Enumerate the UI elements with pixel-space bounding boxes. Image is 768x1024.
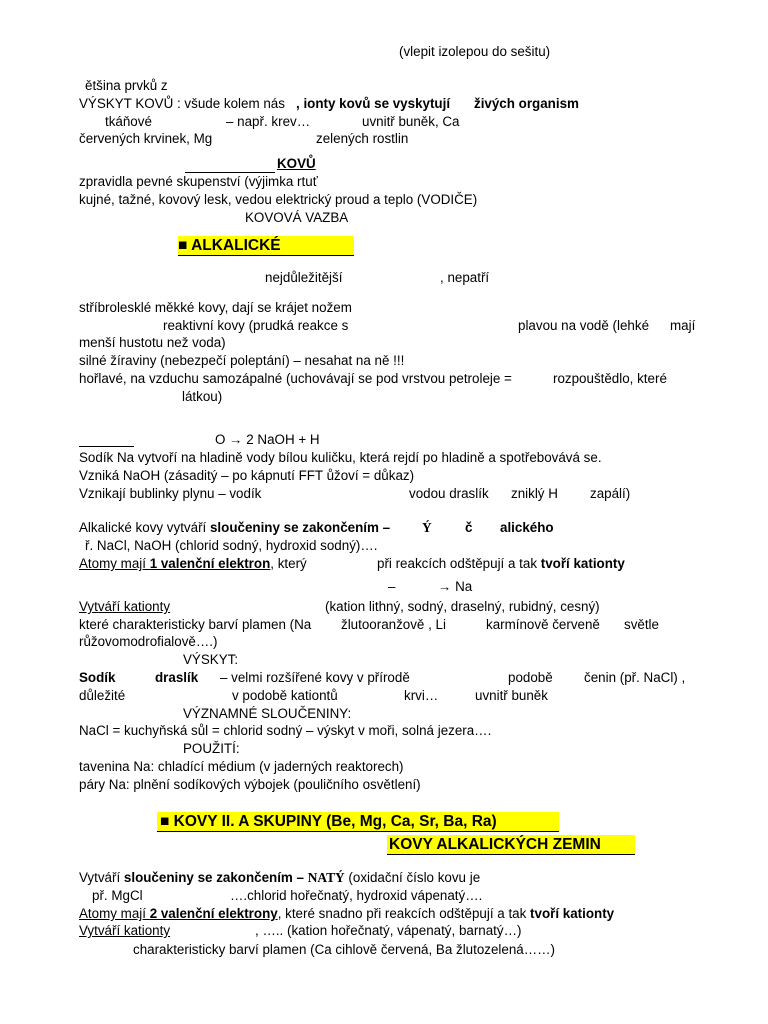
intro-tissue: tkáňové <box>105 114 152 129</box>
compounds-line-2: ř. NaCl, NaOH (chlorid sodný, hydroxid sodný)…. <box>85 538 378 553</box>
intro-green-plants: zelených rostlin <box>316 131 409 146</box>
occurrence-widespread: – velmi rozšířené kovy v přírodě <box>220 670 410 685</box>
occurrence-label: VÝSKYT KOVŮ : všude kolem nás <box>79 96 285 111</box>
alkali-float: plavou na vodě (lehké <box>518 318 650 333</box>
intro-blood: – např. krev… <box>226 114 311 129</box>
group2-heading: ■ KOVY II. A SKUPINY (Be, Mg, Ca, Sr, Ba, Ra) <box>160 813 497 830</box>
use-line-2: páry Na: plnění sodíkových výbojek (pouličního osvětlení) <box>79 777 421 792</box>
group2-line-3: Atomy mají 2 valenční elektrony, které snadno při reakcích odštěpují a tak tvoří kationty <box>79 906 615 921</box>
reaction-line-2: Vzniká NaOH (zásaditý – po kápnutí FFT ůžoví = důkaz) <box>79 468 415 483</box>
alkali-line-7: látkou) <box>182 389 223 404</box>
alkali-line-6: hořlavé, na vzduchu samozápalné (uchovávají se pod vrstvou petroleje = <box>79 371 512 386</box>
reaction-equation: O → 2 NaOH + H <box>215 432 320 447</box>
intro-cells: uvnitř buněk, Ca <box>362 114 460 129</box>
compounds-flame-light: světle <box>624 617 659 632</box>
reaction-potassium: vodou draslík <box>409 486 489 501</box>
compounds-flame-na: žlutooranžově , Li <box>341 617 446 632</box>
use-line-1: tavenina Na: chladící médium (v jaderných reaktorech) <box>79 759 404 774</box>
compounds-dash: – <box>388 579 396 594</box>
occurrence-sodium: Sodík <box>79 670 116 685</box>
occurrence-title: VÝSKYT: <box>183 652 239 667</box>
important-nacl: NaCl = kuchyňská sůl = chlorid sodný – výskyt v moři, solná jezera…. <box>79 723 492 738</box>
header-note: (vlepit izolepou do sešitu) <box>399 44 551 59</box>
group2-example: př. MgCl <box>92 888 143 903</box>
ions-text: , ionty kovů se vyskytují <box>296 96 451 111</box>
compounds-line-1: Alkalické kovy vytváří sloučeniny se zakončením – <box>79 520 391 535</box>
reaction-hydrogen: zniklý H <box>511 486 558 501</box>
alkali-have: mají <box>670 318 696 333</box>
compounds-flame: které charakteristicky barví plamen (Na <box>79 617 312 632</box>
occurrence-important: důležité <box>79 688 126 703</box>
alkali-reactive: reaktivní kovy (prudká reakce s <box>163 318 349 333</box>
intro-red-cells: červených krvinek, Mg <box>79 131 213 146</box>
group2-cations-label: Vytváří kationty <box>79 923 171 938</box>
occurrence-minerals: čenin (př. NaCl) , <box>584 670 686 685</box>
group2-line-1: Vytváří sloučeniny se zakončením – NATÝ (oxidační číslo kovu je <box>79 870 481 885</box>
living-organisms-text: živých organism <box>474 96 579 111</box>
kovy-line-2: kujné, tažné, kovový lesk, vedou elektrický proud a teplo (VODIČE) <box>79 192 478 207</box>
group2-flame: charakteristicky barví plamen (Ca cihlově červená, Ba žlutozelená……) <box>133 942 555 957</box>
compounds-line-3-end: při reakcích odštěpují a tak tvoří kationty <box>377 556 625 571</box>
use-title: POUŽITÍ: <box>183 741 240 756</box>
alkali-line-5: silné žíraviny (nebezpečí poleptání) – nesahat na ně !!! <box>79 353 405 368</box>
important-title: VÝZNAMNÉ SLOUČENINY: <box>183 706 352 721</box>
occurrence-potassium: draslík <box>155 670 199 685</box>
intro-line-1: ětšina prvků z <box>85 78 168 93</box>
group2-example-names: ….chlorid hořečnatý, hydroxid vápenatý…. <box>230 888 483 903</box>
compounds-arrow: → Na <box>438 579 473 594</box>
kovy-title: KOVŮ <box>277 156 316 171</box>
compounds-suffix: Ý <box>422 520 432 535</box>
compounds-line-3: Atomy mají 1 valenční elektron, který <box>79 556 307 571</box>
reaction-ignites: zapálí) <box>590 486 631 501</box>
group2-cations-list: , ….. (kation hořečnatý, vápenatý, barnatý…) <box>255 923 522 938</box>
occurrence-blood: krvi… <box>404 688 439 703</box>
occurrence-form: podobě <box>508 670 553 685</box>
kovy-metallic-bond: KOVOVÁ VAZBA <box>245 210 349 225</box>
compounds-line-7: růžovomodrofialově….) <box>79 634 218 649</box>
occurrence-cations: v podobě kationtů <box>232 688 338 703</box>
alkaline-earth-heading: KOVY ALKALICKÝCH ZEMIN <box>389 836 601 853</box>
alkali-most-important: nejdůležitější <box>265 270 343 285</box>
compounds-alkali-suffix: alického <box>500 520 554 535</box>
alkali-solvent: rozpouštědlo, které <box>553 371 667 386</box>
reaction-line-3: Vznikají bublinky plynu – vodík <box>79 486 262 501</box>
compounds-cations-list: (kation lithný, sodný, draselný, rubidný, cesný) <box>325 599 600 614</box>
reaction-blank-line <box>79 446 134 447</box>
kovy-blank-line <box>185 172 275 173</box>
alkali-heading: ■ ALKALICKÉ <box>178 237 281 254</box>
alkali-line-4: menší hustotu než voda) <box>79 335 226 350</box>
compounds-flame-li: karmínově červeně <box>486 617 600 632</box>
occurrence-cells: uvnitř buněk <box>475 688 548 703</box>
kovy-line-1: zpravidla pevné skupenství (výjimka rtuť <box>79 174 318 189</box>
reaction-line-1: Sodík Na vytvoří na hladině vody bílou kuličku, která rejdí po hladině a spotřebovává se. <box>79 450 602 465</box>
alkali-line-2: stříbrolesklé měkké kovy, dají se krájet nožem <box>79 300 352 315</box>
compounds-c: č <box>465 520 473 535</box>
alkali-not-belong: , nepatří <box>440 270 490 285</box>
compounds-cations-label: Vytváří kationty <box>79 599 171 614</box>
